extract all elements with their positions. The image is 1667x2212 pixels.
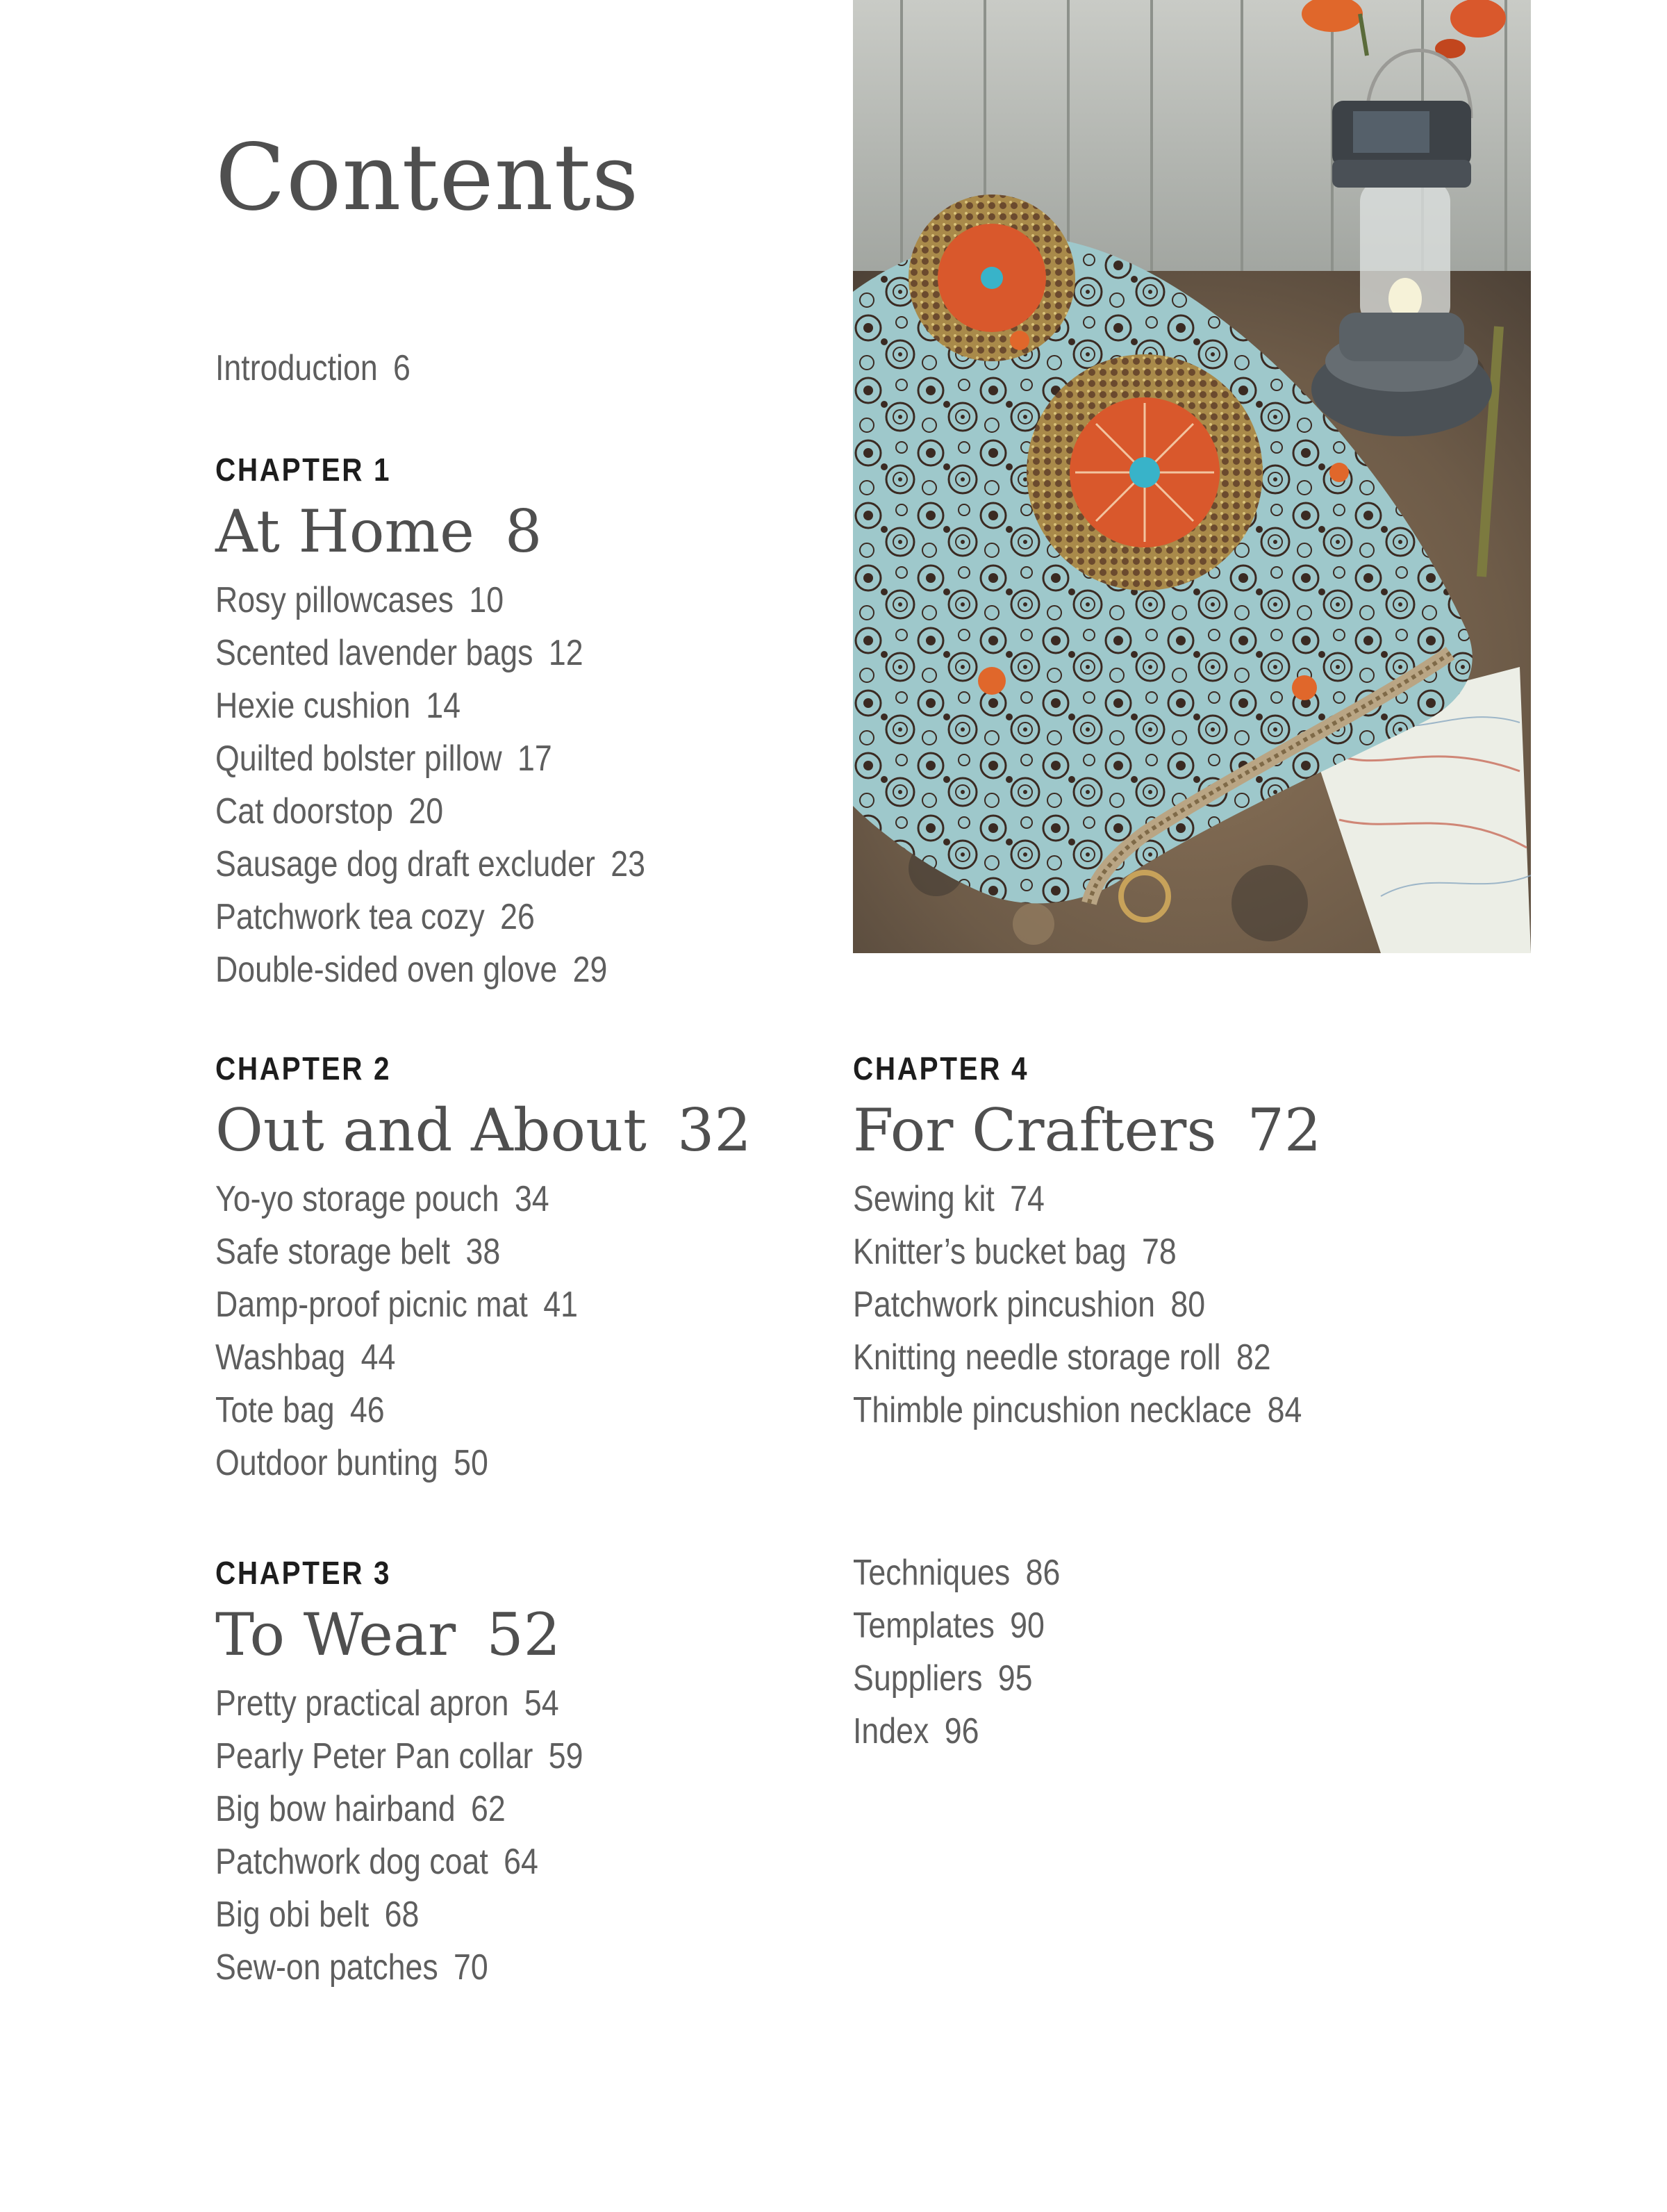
chapter-title[interactable]	[215, 1596, 643, 1673]
chapter-4-section	[853, 1048, 1375, 1437]
entry-page: 95	[997, 1658, 1033, 1699]
entry-label: Safe storage belt	[215, 1232, 451, 1272]
entry-page: 90	[1010, 1606, 1045, 1646]
entry-page: 50	[454, 1443, 488, 1483]
toc-entry[interactable]	[215, 891, 645, 943]
chapter-label: CHAPTER 2	[215, 1050, 392, 1087]
page-title: Contents	[215, 124, 640, 231]
entry-label: Outdoor bunting	[215, 1443, 438, 1483]
toc-entry[interactable]	[853, 1173, 1302, 1225]
toc-introduction[interactable]	[215, 342, 442, 395]
cover-photo	[853, 0, 1531, 953]
entry-page: 64	[504, 1842, 538, 1882]
entry-label: Cat doorstop	[215, 791, 394, 832]
entry-label: Rosy pillowcases	[215, 580, 454, 620]
entry-page: 17	[517, 738, 552, 779]
toc-entry[interactable]	[215, 1941, 583, 1994]
toc-entry[interactable]	[215, 732, 645, 785]
entry-page: 86	[1025, 1553, 1061, 1593]
entry-page: 34	[514, 1179, 549, 1219]
toc-entry[interactable]	[853, 1225, 1302, 1278]
entry-label: Quilted bolster pillow	[215, 738, 502, 779]
chapter-entries	[215, 574, 715, 996]
entry-page: 38	[465, 1232, 501, 1272]
entry-page: 54	[524, 1683, 559, 1724]
entry-page: 96	[944, 1711, 979, 1751]
entry-page: 62	[470, 1789, 506, 1829]
toc-entry[interactable]	[215, 1384, 677, 1437]
entry-label: Patchwork pincushion	[853, 1285, 1156, 1325]
toc-entry[interactable]	[215, 1835, 583, 1888]
entry-label: Sewing kit	[853, 1179, 995, 1219]
entry-label: Introduction	[215, 348, 378, 388]
chapter-label: CHAPTER 4	[853, 1050, 1029, 1087]
entry-page: 84	[1267, 1390, 1302, 1430]
toc-entry[interactable]	[215, 1888, 583, 1941]
entry-label: Patchwork tea cozy	[215, 897, 485, 937]
chapter-title[interactable]	[215, 493, 715, 570]
entry-page: 70	[454, 1947, 488, 1988]
entry-page: 26	[500, 897, 535, 937]
toc-entry[interactable]	[853, 1652, 1060, 1705]
toc-entry[interactable]	[853, 1546, 1060, 1599]
entry-label: Sew-on patches	[215, 1947, 438, 1988]
toc-entry[interactable]	[215, 838, 645, 891]
chapter-title-text: For Crafters	[853, 1096, 1217, 1164]
chapter-title[interactable]	[853, 1092, 1375, 1169]
toc-entry[interactable]	[215, 943, 645, 996]
entry-label: Big obi belt	[215, 1895, 370, 1935]
entry-label: Pretty practical apron	[215, 1683, 509, 1724]
entry-label: Patchwork dog coat	[215, 1842, 488, 1882]
entry-label: Damp-proof picnic mat	[215, 1285, 528, 1325]
toc-entry[interactable]	[215, 1278, 677, 1331]
entry-label: Knitter’s bucket bag	[853, 1232, 1127, 1272]
entry-label: Suppliers	[853, 1658, 983, 1699]
chapter-title-text: To Wear	[215, 1601, 456, 1669]
entry-page: 10	[469, 580, 504, 620]
entry-label: Index	[853, 1711, 929, 1751]
chapter-entries	[853, 1173, 1375, 1437]
chapter-page: 32	[677, 1096, 752, 1164]
chapter-entries	[215, 1677, 643, 1994]
entry-label: Thimble pincushion necklace	[853, 1390, 1252, 1430]
entry-label: Tote bag	[215, 1390, 335, 1430]
entry-page: 74	[1010, 1179, 1045, 1219]
toc-entry[interactable]	[215, 1437, 677, 1489]
entry-page: 78	[1141, 1232, 1177, 1272]
entry-page: 68	[384, 1895, 420, 1935]
chapter-title[interactable]	[215, 1092, 752, 1169]
entry-label: Scented lavender bags	[215, 633, 533, 673]
entry-label: Pearly Peter Pan collar	[215, 1736, 533, 1776]
toc-entry[interactable]	[215, 1331, 677, 1384]
entry-label: Hexie cushion	[215, 686, 410, 726]
chapter-label: CHAPTER 3	[215, 1555, 392, 1591]
entry-page: 41	[543, 1285, 578, 1325]
toc-entry[interactable]	[215, 679, 645, 732]
entry-label: Big bow hairband	[215, 1789, 456, 1829]
entry-page: 80	[1170, 1285, 1206, 1325]
entry-page: 23	[611, 844, 646, 884]
chapter-3-section	[215, 1552, 643, 1994]
chapter-title-text: Out and About	[215, 1096, 647, 1164]
chapter-page: 52	[486, 1601, 561, 1669]
chapter-label: CHAPTER 1	[215, 452, 392, 488]
toc-entry[interactable]	[853, 1599, 1060, 1652]
chapter-1-section	[215, 449, 715, 996]
toc-entry[interactable]	[215, 1730, 583, 1783]
toc-entry[interactable]	[215, 785, 645, 838]
entry-page: 29	[572, 950, 608, 990]
toc-entry[interactable]	[215, 627, 645, 679]
toc-entry[interactable]	[215, 1225, 677, 1278]
entry-label: Knitting needle storage roll	[853, 1337, 1221, 1378]
toc-entry[interactable]	[853, 1331, 1302, 1384]
chapter-title-text: At Home	[215, 497, 474, 566]
chapter-page: 8	[504, 497, 542, 566]
entry-label: Washbag	[215, 1337, 346, 1378]
entry-page: 82	[1236, 1337, 1271, 1378]
pouch-photo-illustration	[853, 0, 1531, 953]
entry-label: Yo-yo storage pouch	[215, 1179, 499, 1219]
toc-entry[interactable]	[215, 574, 645, 627]
toc-entry[interactable]	[215, 1783, 583, 1835]
toc-entry[interactable]	[853, 1705, 1060, 1758]
toc-entry[interactable]	[853, 1278, 1302, 1331]
entry-label: Sausage dog draft excluder	[215, 844, 595, 884]
toc-entry[interactable]	[853, 1384, 1302, 1437]
entry-label: Techniques	[853, 1553, 1011, 1593]
back-matter-list	[853, 1546, 1094, 1758]
chapter-page: 72	[1247, 1096, 1322, 1164]
entry-page: 6	[393, 348, 410, 388]
chapter-entries	[215, 1173, 752, 1489]
entry-page: 46	[349, 1390, 385, 1430]
entry-page: 59	[548, 1736, 583, 1776]
entry-label: Templates	[853, 1606, 995, 1646]
entry-page: 44	[360, 1337, 396, 1378]
entry-page: 20	[408, 791, 444, 832]
chapter-2-section	[215, 1048, 752, 1489]
toc-entry[interactable]	[215, 1677, 583, 1730]
entry-label: Double-sided oven glove	[215, 950, 558, 990]
toc-entry[interactable]	[215, 1173, 677, 1225]
entry-page: 12	[548, 633, 583, 673]
entry-page: 14	[426, 686, 461, 726]
